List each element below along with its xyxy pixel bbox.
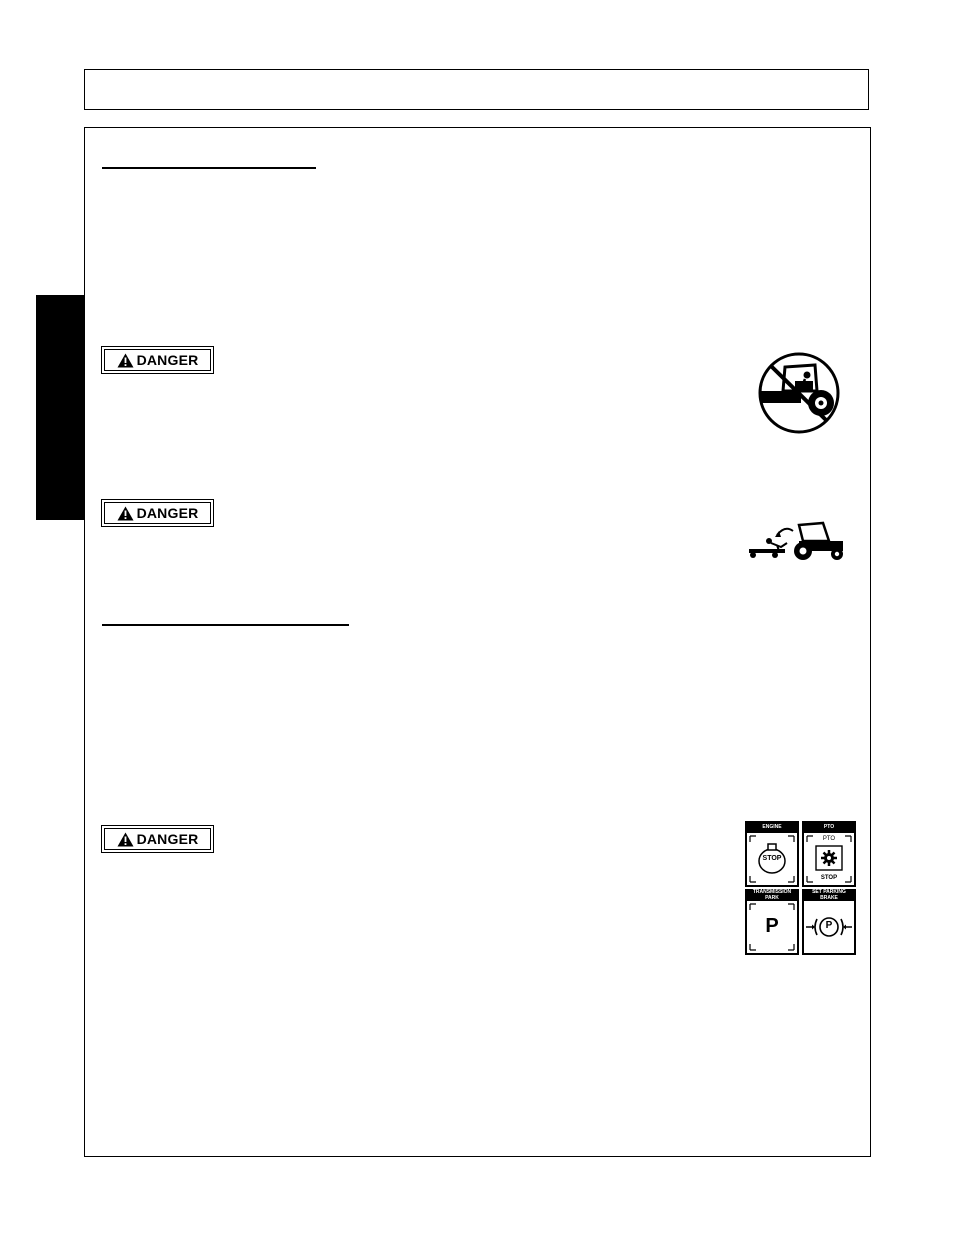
engine-stop-panel — [745, 821, 799, 887]
danger-text: DANGER — [136, 505, 199, 521]
page-header-box — [84, 69, 869, 110]
pto-stop-panel — [802, 821, 856, 887]
transmission-header-line1: TRANSMISSION — [752, 889, 792, 895]
brake-header-line1: SET PARKING — [812, 889, 846, 895]
warning-triangle-icon — [117, 353, 134, 368]
transmission-header-line2: PARK — [765, 895, 779, 901]
warning-triangle-icon — [117, 832, 134, 847]
danger-label-1 — [101, 346, 214, 374]
section-heading-rule-1 — [102, 167, 316, 169]
danger-text: DANGER — [136, 352, 199, 368]
shutdown-controls-panel — [745, 821, 856, 955]
pto-stop-text: STOP — [820, 875, 838, 881]
brake-header — [802, 889, 856, 901]
brake-p-text: P — [825, 920, 833, 931]
danger-label-2 — [101, 499, 214, 527]
section-heading-rule-2 — [102, 624, 349, 626]
park-p-text: P — [765, 915, 779, 937]
pto-header: PTO — [823, 824, 835, 830]
transmission-park-panel — [745, 889, 799, 955]
tractor-runover-icon — [747, 519, 845, 561]
engine-header: ENGINE — [762, 824, 782, 830]
content-frame — [84, 127, 871, 1157]
engine-stop-text: STOP — [762, 855, 782, 862]
transmission-header — [745, 889, 799, 901]
danger-label-3 — [101, 825, 214, 853]
danger-text: DANGER — [136, 831, 199, 847]
pto-top-text: PTO — [822, 836, 836, 842]
section-side-tab — [36, 295, 84, 520]
brake-header-line2: BRAKE — [820, 895, 838, 901]
warning-triangle-icon — [117, 506, 134, 521]
no-riders-icon — [755, 351, 843, 434]
parking-brake-panel — [802, 889, 856, 955]
